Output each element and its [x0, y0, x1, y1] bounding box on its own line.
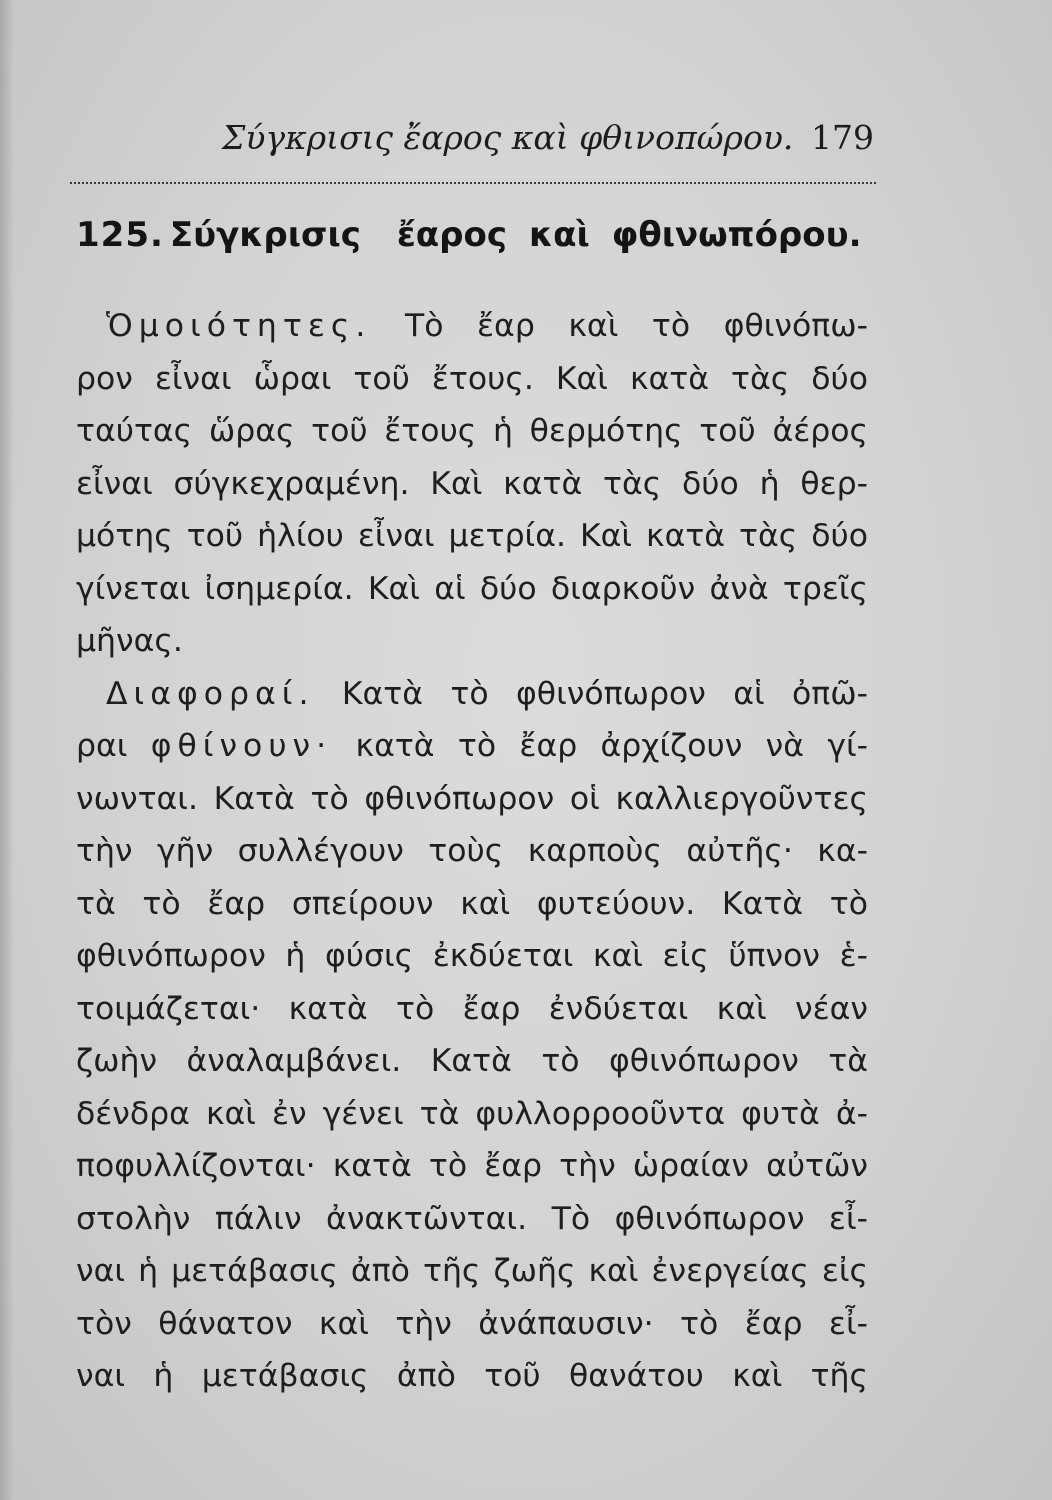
text-line: ρον εἶναι ὧραι τοῦ ἔτους. Καὶ κατὰ τὰς δύο — [76, 360, 868, 397]
text-line: ναι ἡ μετάβασις ἀπὸ τῆς ζωῆς καὶ ἐνεργείας εἰς — [76, 1253, 868, 1289]
text-line: φθινόπωρον ἡ φύσις ἐκδύεται καὶ εἰς ὕπνον ἑ- — [76, 938, 868, 974]
text-line: ζωὴν ἀναλαμβάνει. Κατὰ τὸ φθινόπωρον τὰ — [76, 1043, 868, 1079]
text-segment: ραι — [76, 728, 128, 764]
text-line: εἶναι σύγκεχραμένη. Καὶ κατὰ τὰς δύο ἡ θερ- — [76, 465, 868, 502]
running-head-title: Σύγκρισις ἔαρος καὶ φθινοπώρου. — [222, 118, 794, 157]
section-title-word: ἔαρος — [396, 215, 507, 255]
text-line: στολὴν πάλιν ἀνακτῶνται. Τὸ φθινόπωρον εἶ- — [76, 1200, 868, 1237]
text-segment: κατὰ τὸ ἔαρ ἀρχίζουν νὰ γί- — [355, 728, 869, 764]
text-segment: Κατὰ τὸ φθινόπωρον αἱ ὀπῶ- — [341, 675, 868, 712]
body-text — [76, 300, 868, 1403]
text-line: ποφυλλίζονται· κατὰ τὸ ἔαρ τὴν ὡραίαν αὐτῶν — [76, 1148, 868, 1184]
text-line: τὰ τὸ ἔαρ σπείρουν καὶ φυτεύουν. Κατὰ τὸ — [76, 885, 868, 922]
section-title-word: φθινωπόρου. — [611, 215, 862, 255]
text-line — [76, 300, 868, 353]
text-line: μῆνας. — [76, 623, 183, 659]
header-dotted-rule — [70, 182, 876, 184]
text-line: τοιμάζεται· κατὰ τὸ ἔαρ ἐνδύεται καὶ νέαν — [76, 990, 868, 1027]
text-line: ναι ἡ μετάβασις ἀπὸ τοῦ θανάτου καὶ τῆς — [76, 1358, 868, 1394]
section-heading — [76, 215, 876, 255]
text-segment: Τὸ ἔαρ καὶ τὸ φθινόπω- — [404, 308, 868, 344]
section-title-word: καὶ — [529, 215, 590, 255]
text-line: τὸν θάνατον καὶ τὴν ἀνάπαυσιν· τὸ ἔαρ εἶ- — [76, 1305, 868, 1342]
text-line — [76, 720, 868, 773]
text-line: δένδρα καὶ ἐν γένει τὰ φυλλορροοῦντα φυτὰ ἀ- — [76, 1095, 868, 1132]
paragraph-label: Ὁμοιότητες. — [106, 308, 372, 344]
text-line: μότης τοῦ ἡλίου εἶναι μετρία. Καὶ κατὰ τὰς δύο — [76, 518, 868, 554]
emphasized-word: φθίνουν· — [150, 728, 333, 764]
text-line: τὴν γῆν συλλέγουν τοὺς καρποὺς αὐτῆς· κα- — [76, 833, 868, 869]
text-line: ταύτας ὥρας τοῦ ἔτους ἡ θερμότης τοῦ ἀέρος — [76, 413, 868, 449]
text-line: νωνται. Κατὰ τὸ φθινόπωρον οἱ καλλιεργοῦντες — [76, 780, 868, 817]
text-line: γίνεται ἰσημερία. Καὶ αἱ δύο διαρκοῦν ἀνὰ τρεῖς — [76, 570, 868, 607]
section-title-word: Σύγκρισις — [169, 215, 361, 255]
page-number: 179 — [811, 118, 874, 157]
page-edge-shadow — [0, 0, 14, 1500]
text-line — [76, 668, 868, 721]
section-number: 125. — [76, 215, 164, 255]
paragraph-label: Διαφοραί. — [106, 675, 315, 712]
running-head — [70, 118, 880, 168]
